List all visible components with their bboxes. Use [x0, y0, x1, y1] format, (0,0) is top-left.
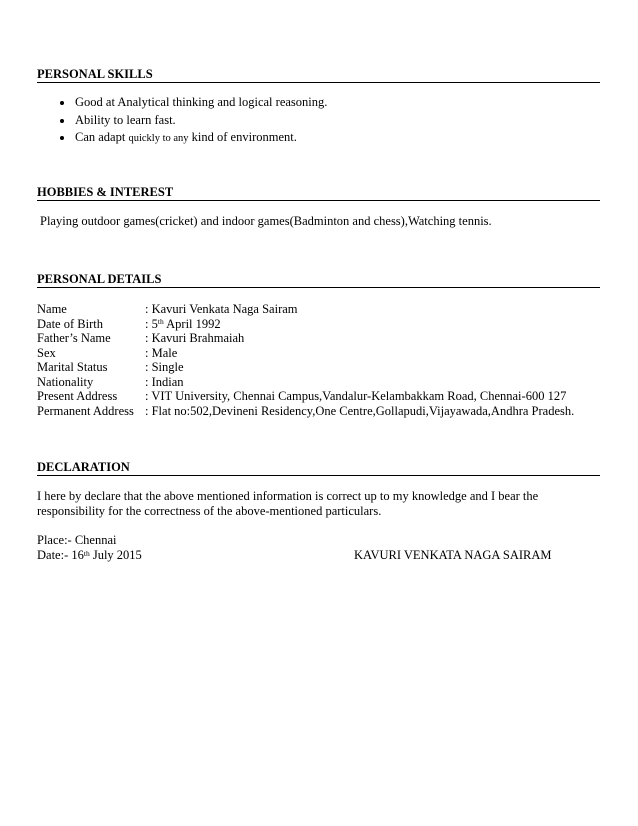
- declaration-heading: DECLARATION: [37, 460, 600, 476]
- detail-row-permanent-address: [37, 404, 607, 419]
- skill-text-small: quickly to any: [128, 133, 189, 144]
- detail-value: : Kavuri Venkata Naga Sairam: [145, 302, 298, 316]
- dob-suffix: th: [157, 316, 164, 326]
- detail-row-present-address: [37, 389, 607, 404]
- detail-label: Permanent Address: [37, 403, 134, 418]
- personal-skills-heading: PERSONAL SKILLS: [37, 67, 600, 83]
- declaration-text: [37, 489, 607, 519]
- dob-day: : 5: [145, 316, 158, 331]
- detail-label: Marital Status: [37, 360, 108, 374]
- dob-rest: April 1992: [163, 316, 221, 331]
- detail-label: Father’s Name: [37, 331, 111, 345]
- personal-details-heading: PERSONAL DETAILS: [37, 272, 600, 288]
- detail-row-nationality: [37, 375, 607, 390]
- detail-value: : Flat no:502,Devineni Residency,One Centre,Gollapudi,Vijayawada,Andhra Pradesh.: [145, 403, 575, 418]
- detail-row-father: [37, 331, 607, 346]
- detail-value: : Single: [145, 360, 184, 374]
- list-item: [37, 112, 607, 130]
- personal-skills-list: [37, 94, 607, 147]
- detail-label: Name: [37, 302, 67, 316]
- skill-text-pre: Can adapt: [75, 130, 129, 144]
- detail-label: Sex: [37, 345, 56, 360]
- list-item: [37, 129, 607, 147]
- date-rest: July 2015: [89, 548, 142, 562]
- detail-row-marital: [37, 360, 607, 375]
- detail-row-dob: [37, 317, 607, 332]
- date-day: Date:- 16: [37, 548, 84, 562]
- detail-row-name: [37, 302, 607, 317]
- declaration-line-1: I here by declare that the above mentioned information is correct up to my knowledge and I bear the: [37, 489, 539, 503]
- bullet-icon: [60, 136, 64, 140]
- bullet-icon: [60, 101, 64, 105]
- hobbies-heading: HOBBIES & INTEREST: [37, 185, 600, 201]
- declaration-line-2: responsibility for the correctness of the above-mentioned particulars.: [37, 504, 382, 518]
- skill-text-post: kind of environment.: [188, 130, 297, 144]
- skill-text: Good at Analytical thinking and logical reasoning.: [75, 95, 328, 109]
- personal-details-table: [37, 302, 607, 418]
- date-suffix: th: [83, 549, 90, 558]
- hobbies-text: Playing outdoor games(cricket) and indoor games(Badminton and chess),Watching tennis.: [40, 214, 492, 228]
- bullet-icon: [60, 119, 64, 123]
- detail-label: Present Address: [37, 389, 118, 403]
- detail-value: : Indian: [145, 374, 184, 389]
- signature-name: KAVURI VENKATA NAGA SAIRAM: [354, 548, 552, 562]
- detail-value: [145, 317, 221, 332]
- detail-value: : Male: [145, 345, 178, 360]
- place-text: Place:- Chennai: [37, 533, 117, 547]
- detail-row-sex: [37, 346, 607, 361]
- detail-label: Nationality: [37, 374, 94, 389]
- detail-label: Date of Birth: [37, 316, 103, 331]
- list-item: [37, 94, 607, 112]
- detail-value: : VIT University, Chennai Campus,Vandalur-Kelambakkam Road, Chennai-600 127: [145, 389, 567, 403]
- skill-text: Ability to learn fast.: [75, 112, 176, 127]
- detail-value: : Kavuri Brahmaiah: [145, 331, 245, 345]
